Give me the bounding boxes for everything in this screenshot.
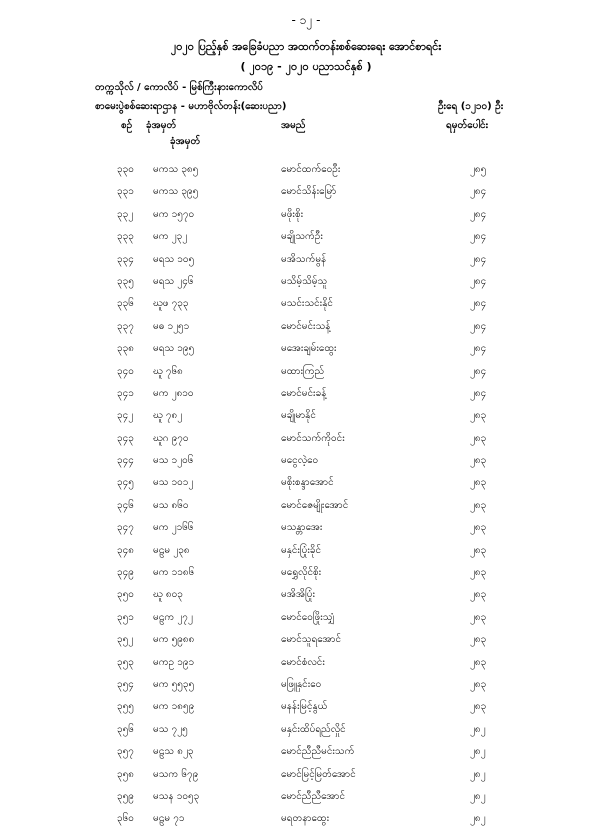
row-seat-id: မဠမ ၇၁ xyxy=(153,813,185,825)
table-row xyxy=(0,450,612,472)
row-number: ၃၅၉ xyxy=(117,790,134,802)
row-marks: ၂၈၃ xyxy=(470,477,487,489)
row-number: ၃၅၆ xyxy=(117,723,134,735)
row-name: မချိုမာနိုင် xyxy=(281,410,316,422)
row-marks: ၂၈၃ xyxy=(470,499,487,511)
table-row xyxy=(0,808,612,830)
row-name: မောင်မင်းခန့် xyxy=(281,387,327,399)
row-seat-id: မရသ ၂၄၆ xyxy=(153,275,194,287)
row-name: မောင်ဝေဖြိုးသျှံ xyxy=(281,611,335,623)
row-name: မအိအိပြုံး xyxy=(281,589,315,601)
row-seat-id: မက ၂၃၂ xyxy=(153,231,188,243)
row-name: မငွေလဲ့ဝေ xyxy=(281,455,319,467)
row-number: ၃၃၃ xyxy=(117,231,134,243)
row-seat-id: မဓ ၁၂၅၁ xyxy=(153,320,190,332)
row-seat-id: မကသ ၃၉၅ xyxy=(153,186,199,198)
table-row xyxy=(0,405,612,427)
row-seat-id: ဃူ ၇၈၂ xyxy=(153,410,183,422)
table-row xyxy=(0,517,612,539)
row-number: ၃၅၁ xyxy=(117,611,134,623)
row-name: မဖိုးစိုး xyxy=(281,208,304,220)
row-number: ၃၄၀ xyxy=(117,365,134,377)
document-subtitle: ( ၂၀၁၉ - ၂၀၂၀ ပညာသင်နှစ် ) xyxy=(240,60,372,73)
row-name: မဖြူနှင်းဝေ xyxy=(281,678,322,690)
row-name: မထားကြည် xyxy=(281,365,325,377)
page-number: - ၁၂ - xyxy=(291,13,321,27)
row-seat-id: မသ ၁၀၁၂ xyxy=(153,477,194,489)
row-marks: ၂၈၄ xyxy=(470,320,487,332)
row-name: မရွှေလိုင်စိုး xyxy=(281,567,322,579)
table-row xyxy=(0,428,612,450)
row-number: ၃၄၅ xyxy=(117,477,134,489)
row-seat-id: မကသ ၃၈၅ xyxy=(153,164,199,175)
row-name: မသင်းသင်းနိုင် xyxy=(281,298,333,310)
row-marks: ၂၈၄ xyxy=(470,253,487,265)
row-marks: ၂၈၅ xyxy=(470,164,487,175)
row-seat-id: ဃူ ၇၆၈ xyxy=(153,365,183,377)
row-seat-id: မဠမ ၂၃၈ xyxy=(153,544,190,556)
table-row xyxy=(0,696,612,718)
table-row xyxy=(0,629,612,651)
table-row xyxy=(0,540,612,562)
row-marks: ၂၈၂ xyxy=(470,790,486,802)
row-name: မောင်မင်းသန့် xyxy=(281,320,331,332)
table-row xyxy=(0,562,612,584)
row-marks: ၂၈၃ xyxy=(470,410,487,422)
row-marks: ၂၈၄ xyxy=(470,298,487,310)
row-number: ၃၄၂ xyxy=(117,410,134,422)
row-number: ၃၄၇ xyxy=(117,522,134,534)
results-table xyxy=(0,159,612,831)
document-title: ၂၀၂၀ ပြည့်နှစ် အခြေခံပညာ အထက်တန်းစစ်ဆေးရေး အောင်စာရင်း xyxy=(170,40,442,53)
exam-unit-label: စာမေးပွဲစစ်ဆေးရာဌာန - မဟာဗိုလ်တန်း(ဆေးပညာ) xyxy=(95,101,287,112)
table-row xyxy=(0,181,612,203)
row-marks: ၂၈၃ xyxy=(470,455,487,467)
column-header-id: ခုံအမှတ် xyxy=(146,120,177,131)
row-seat-id: မက ၂၁၆၆ xyxy=(153,522,194,534)
row-number: ၃၄၃ xyxy=(117,432,134,444)
table-row xyxy=(0,719,612,741)
row-marks: ၂၈၂ xyxy=(470,746,486,758)
row-seat-id: မကဥ ၁၉၁ xyxy=(153,656,195,668)
table-row xyxy=(0,584,612,606)
row-name: မောင်ညီညီမင်းသက် xyxy=(281,746,355,758)
row-seat-id: မသက ၆၇၉ xyxy=(153,768,199,780)
row-seat-id: မဠသ ၈၂၃ xyxy=(153,746,194,758)
table-row xyxy=(0,786,612,808)
table-row xyxy=(0,338,612,360)
row-name: မောင်သက်ကိုဝင်း xyxy=(281,432,345,444)
row-seat-id: မက ၁၈၅၉ xyxy=(153,701,195,713)
row-number: ၃၅၃ xyxy=(117,656,134,668)
row-marks: ၂၈၄ xyxy=(470,186,487,198)
table-row xyxy=(0,674,612,696)
row-marks: ၂၈၄ xyxy=(470,231,487,243)
row-marks: ၂၈၄ xyxy=(470,365,487,377)
row-seat-id: မရသ ၁၀၅ xyxy=(153,253,195,265)
table-row xyxy=(0,293,612,315)
row-marks: ၂၈၂ xyxy=(470,723,486,735)
row-marks: ၂၈၃ xyxy=(470,656,487,668)
candidate-count-label: ဦးရေ (၁၂၁၀) ဦး xyxy=(438,101,504,112)
row-marks: ၂၈၂ xyxy=(470,813,486,825)
table-row xyxy=(0,652,612,674)
row-number: ၃၄၈ xyxy=(117,544,134,556)
table-row xyxy=(0,271,612,293)
row-name: မောင်မြင့်မြတ်အောင် xyxy=(281,768,356,780)
row-name: မောင်သူရအောင် xyxy=(281,634,342,646)
row-number: ၃၃၂ xyxy=(117,208,134,220)
row-number: ၃၆၀ xyxy=(117,813,134,825)
row-marks: ၂၈၃ xyxy=(470,589,487,601)
row-seat-id: မသ ၁၂၀၆ xyxy=(153,455,194,467)
row-name: မအေးချမ်းထွေး xyxy=(281,343,337,355)
row-seat-id: မသန ၁၀၅၃ xyxy=(153,790,200,802)
row-number: ၃၅၇ xyxy=(117,746,134,758)
row-marks: ၂၈၃ xyxy=(470,611,487,623)
row-name: မရတနာထွေး xyxy=(281,813,330,825)
row-marks: ၂၈၃ xyxy=(470,432,487,444)
row-number: ၃၄၄ xyxy=(117,455,134,467)
table-row xyxy=(0,383,612,405)
row-number: ၃၄၉ xyxy=(117,567,134,579)
row-name: မောင်စံလင်း xyxy=(281,656,325,668)
row-number: ၃၅၈ xyxy=(117,768,134,780)
table-row xyxy=(0,204,612,226)
table-row xyxy=(0,316,612,338)
row-name: မောင်ထက်ဝေဦး xyxy=(281,164,341,175)
row-seat-id: ဃူ ၈၀၃ xyxy=(153,589,183,601)
row-name: မသန္တာအေး xyxy=(281,522,323,534)
row-seat-id: မက ၁၁၈၆ xyxy=(153,567,195,579)
row-name: မချိုသက်ဦး xyxy=(281,231,323,243)
row-number: ၃၅၅ xyxy=(117,701,134,713)
row-seat-id: မက ၅၉၈၈ xyxy=(153,634,195,646)
row-seat-id: မက ၁၅၇၀ xyxy=(153,208,195,220)
row-marks: ၂၈၃ xyxy=(470,567,487,579)
row-marks: ၂၈၃ xyxy=(470,522,487,534)
row-seat-id: မသ ၇၂၅ xyxy=(153,723,188,735)
row-number: ၃၄၁ xyxy=(117,387,134,399)
row-name: မစိုးစန္ဒာအောင် xyxy=(281,477,334,489)
table-row xyxy=(0,249,612,271)
location-line: တက္ကသိုလ် / ကောလိပ် - မြစ်ကြီးနားကောလိပ် xyxy=(95,82,263,93)
row-seat-id: မရသ ၁၉၅ xyxy=(153,343,195,355)
row-seat-id: ဃူဖ ၇၃၃ xyxy=(153,298,189,310)
row-name: မောင်ညီညီအောင် xyxy=(281,790,346,802)
row-number: ၃၃၇ xyxy=(117,320,134,332)
row-marks: ၂၈၃ xyxy=(470,634,487,646)
row-name: မနှင်းထိပ်ရည်လှိုင် xyxy=(281,723,346,735)
row-seat-id: မသ ၈၆၀ xyxy=(153,499,189,511)
table-row xyxy=(0,472,612,494)
row-name: မအိသက်မွန် xyxy=(281,253,327,265)
row-seat-id: မက ၂၈၁၀ xyxy=(153,387,194,399)
row-marks: ၂၈၃ xyxy=(470,544,487,556)
row-number: ၃၃၁ xyxy=(117,186,134,198)
column-header-name: အမည် xyxy=(281,120,306,131)
row-number: ၃၃၅ xyxy=(117,275,134,287)
row-marks: ၂၈၄ xyxy=(470,387,487,399)
table-row xyxy=(0,226,612,248)
row-name: မနန်းမြင့်နွယ် xyxy=(281,701,328,713)
row-name: မောင်သိန်းမြော် xyxy=(281,186,337,198)
row-marks: ၂၈၄ xyxy=(470,343,487,355)
row-name: မောင်ဇေမျိုးအောင် xyxy=(281,499,349,511)
table-row xyxy=(0,495,612,517)
row-marks: ၂၈၃ xyxy=(470,701,487,713)
row-name: မသိမ့်သိမ့်သူ xyxy=(281,275,328,287)
row-marks: ၂၈၄ xyxy=(470,208,487,220)
row-number: ၃၅၂ xyxy=(117,634,134,646)
row-number: ၃၄၆ xyxy=(117,499,134,511)
column-header-marks: ရမှတ်ပေါင်း xyxy=(446,120,489,131)
row-number: ၃၃၆ xyxy=(117,298,134,310)
row-number: ၃၃၀ xyxy=(117,164,134,175)
row-number: ၃၅၄ xyxy=(117,678,134,690)
row-seat-id: မက ၅၅၃၅ xyxy=(153,678,195,690)
row-seat-id: ဃူဂ ၉၇၀ xyxy=(153,432,189,444)
table-row xyxy=(0,361,612,383)
row-number: ၃၅၀ xyxy=(117,589,134,601)
row-marks: ၂၈၂ xyxy=(470,768,486,780)
table-row xyxy=(0,159,612,181)
row-number: ၃၃၄ xyxy=(117,253,134,265)
table-row xyxy=(0,607,612,629)
row-seat-id: မဠက ၂၇၂ xyxy=(153,611,193,623)
column-header-no: စဉ် xyxy=(121,120,133,131)
row-marks: ၂၈၃ xyxy=(470,678,487,690)
row-name: မနှင်းပြုံးခိုင် xyxy=(281,544,322,556)
column-header-id-line2: ခုံအမှတ် xyxy=(170,136,201,147)
row-marks: ၂၈၄ xyxy=(470,275,487,287)
table-row xyxy=(0,764,612,786)
table-row xyxy=(0,741,612,763)
row-number: ၃၃၈ xyxy=(117,343,134,355)
